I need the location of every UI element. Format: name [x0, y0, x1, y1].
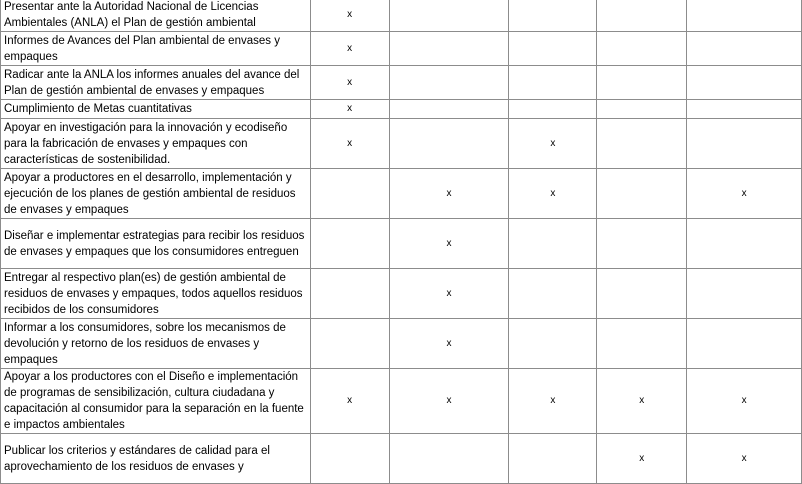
activity-cell: Apoyar a los productores con el Diseño e implementación de programas de sensibilización, cultura ciudadana y capacitación al consumidor para la separación en la fuente e impactos ambientales	[1, 369, 311, 434]
mark-cell	[597, 269, 687, 319]
mark-cell: x	[687, 169, 802, 219]
mark-cell	[389, 32, 509, 66]
mark-cell	[310, 219, 389, 269]
table-row	[1, 66, 802, 100]
mark-cell	[687, 319, 802, 369]
mark-cell: x	[310, 32, 389, 66]
mark-cell	[597, 219, 687, 269]
mark-cell: x	[310, 369, 389, 434]
mark-cell: x	[509, 169, 597, 219]
mark-cell: x	[687, 434, 802, 484]
mark-cell: x	[389, 269, 509, 319]
mark-cell: x	[509, 369, 597, 434]
mark-cell	[687, 0, 802, 32]
mark-cell	[597, 169, 687, 219]
mark-cell	[389, 66, 509, 100]
mark-cell	[389, 119, 509, 169]
mark-cell	[687, 100, 802, 119]
activity-cell: Diseñar e implementar estrategias para recibir los residuos de envases y empaques que los consumidores entreguen	[1, 219, 311, 269]
mark-cell	[509, 319, 597, 369]
mark-cell: x	[389, 169, 509, 219]
mark-cell	[389, 100, 509, 119]
table-row	[1, 169, 802, 219]
mark-cell	[687, 32, 802, 66]
table-row	[1, 369, 802, 434]
mark-cell	[597, 32, 687, 66]
mark-cell: x	[597, 369, 687, 434]
mark-cell	[597, 0, 687, 32]
activity-cell: Cumplimiento de Metas cuantitativas	[1, 100, 311, 119]
mark-cell	[310, 434, 389, 484]
mark-cell	[389, 0, 509, 32]
mark-cell: x	[389, 319, 509, 369]
mark-cell	[509, 32, 597, 66]
mark-cell	[310, 169, 389, 219]
activity-cell: Apoyar en investigación para la innovación y ecodiseño para la fabricación de envases y empaques con características de sostenibilidad.	[1, 119, 311, 169]
mark-cell	[310, 269, 389, 319]
mark-cell	[687, 66, 802, 100]
table-row	[1, 434, 802, 484]
mark-cell: x	[310, 100, 389, 119]
mark-cell	[597, 319, 687, 369]
mark-cell	[597, 100, 687, 119]
mark-cell: x	[310, 119, 389, 169]
table-row	[1, 319, 802, 369]
mark-cell: x	[310, 0, 389, 32]
activity-cell: Apoyar a productores en el desarrollo, implementación y ejecución de los planes de gestión ambiental de residuos de envases y empaques	[1, 169, 311, 219]
mark-cell	[509, 219, 597, 269]
table-row	[1, 0, 802, 32]
table-row	[1, 100, 802, 119]
mark-cell	[310, 319, 389, 369]
mark-cell: x	[310, 66, 389, 100]
activity-cell: Presentar ante la Autoridad Nacional de Licencias Ambientales (ANLA) el Plan de gestión ambiental	[1, 0, 311, 32]
mark-cell: x	[597, 434, 687, 484]
mark-cell	[509, 100, 597, 119]
mark-cell	[687, 119, 802, 169]
mark-cell	[597, 119, 687, 169]
mark-cell	[597, 66, 687, 100]
activity-cell: Radicar ante la ANLA los informes anuales del avance del Plan de gestión ambiental de envases y empaques	[1, 66, 311, 100]
table-row	[1, 219, 802, 269]
mark-cell	[509, 0, 597, 32]
activity-cell: Informar a los consumidores, sobre los mecanismos de devolución y retorno de los residuos de envases y empaques	[1, 319, 311, 369]
mark-cell	[509, 434, 597, 484]
table-row	[1, 32, 802, 66]
mark-cell	[389, 434, 509, 484]
table-row	[1, 119, 802, 169]
mark-cell	[509, 66, 597, 100]
activity-cell: Entregar al respectivo plan(es) de gestión ambiental de residuos de envases y empaques, todos aquellos residuos recibidos de los consumidores	[1, 269, 311, 319]
mark-cell: x	[509, 119, 597, 169]
mark-cell: x	[687, 369, 802, 434]
activity-cell: Informes de Avances del Plan ambiental de envases y empaques	[1, 32, 311, 66]
mark-cell	[687, 219, 802, 269]
mark-cell: x	[389, 369, 509, 434]
activity-cell: Publicar los criterios y estándares de calidad para el aprovechamiento de los residuos de envases y	[1, 434, 311, 484]
table-row	[1, 269, 802, 319]
mark-cell	[509, 269, 597, 319]
mark-cell: x	[389, 219, 509, 269]
mark-cell	[687, 269, 802, 319]
